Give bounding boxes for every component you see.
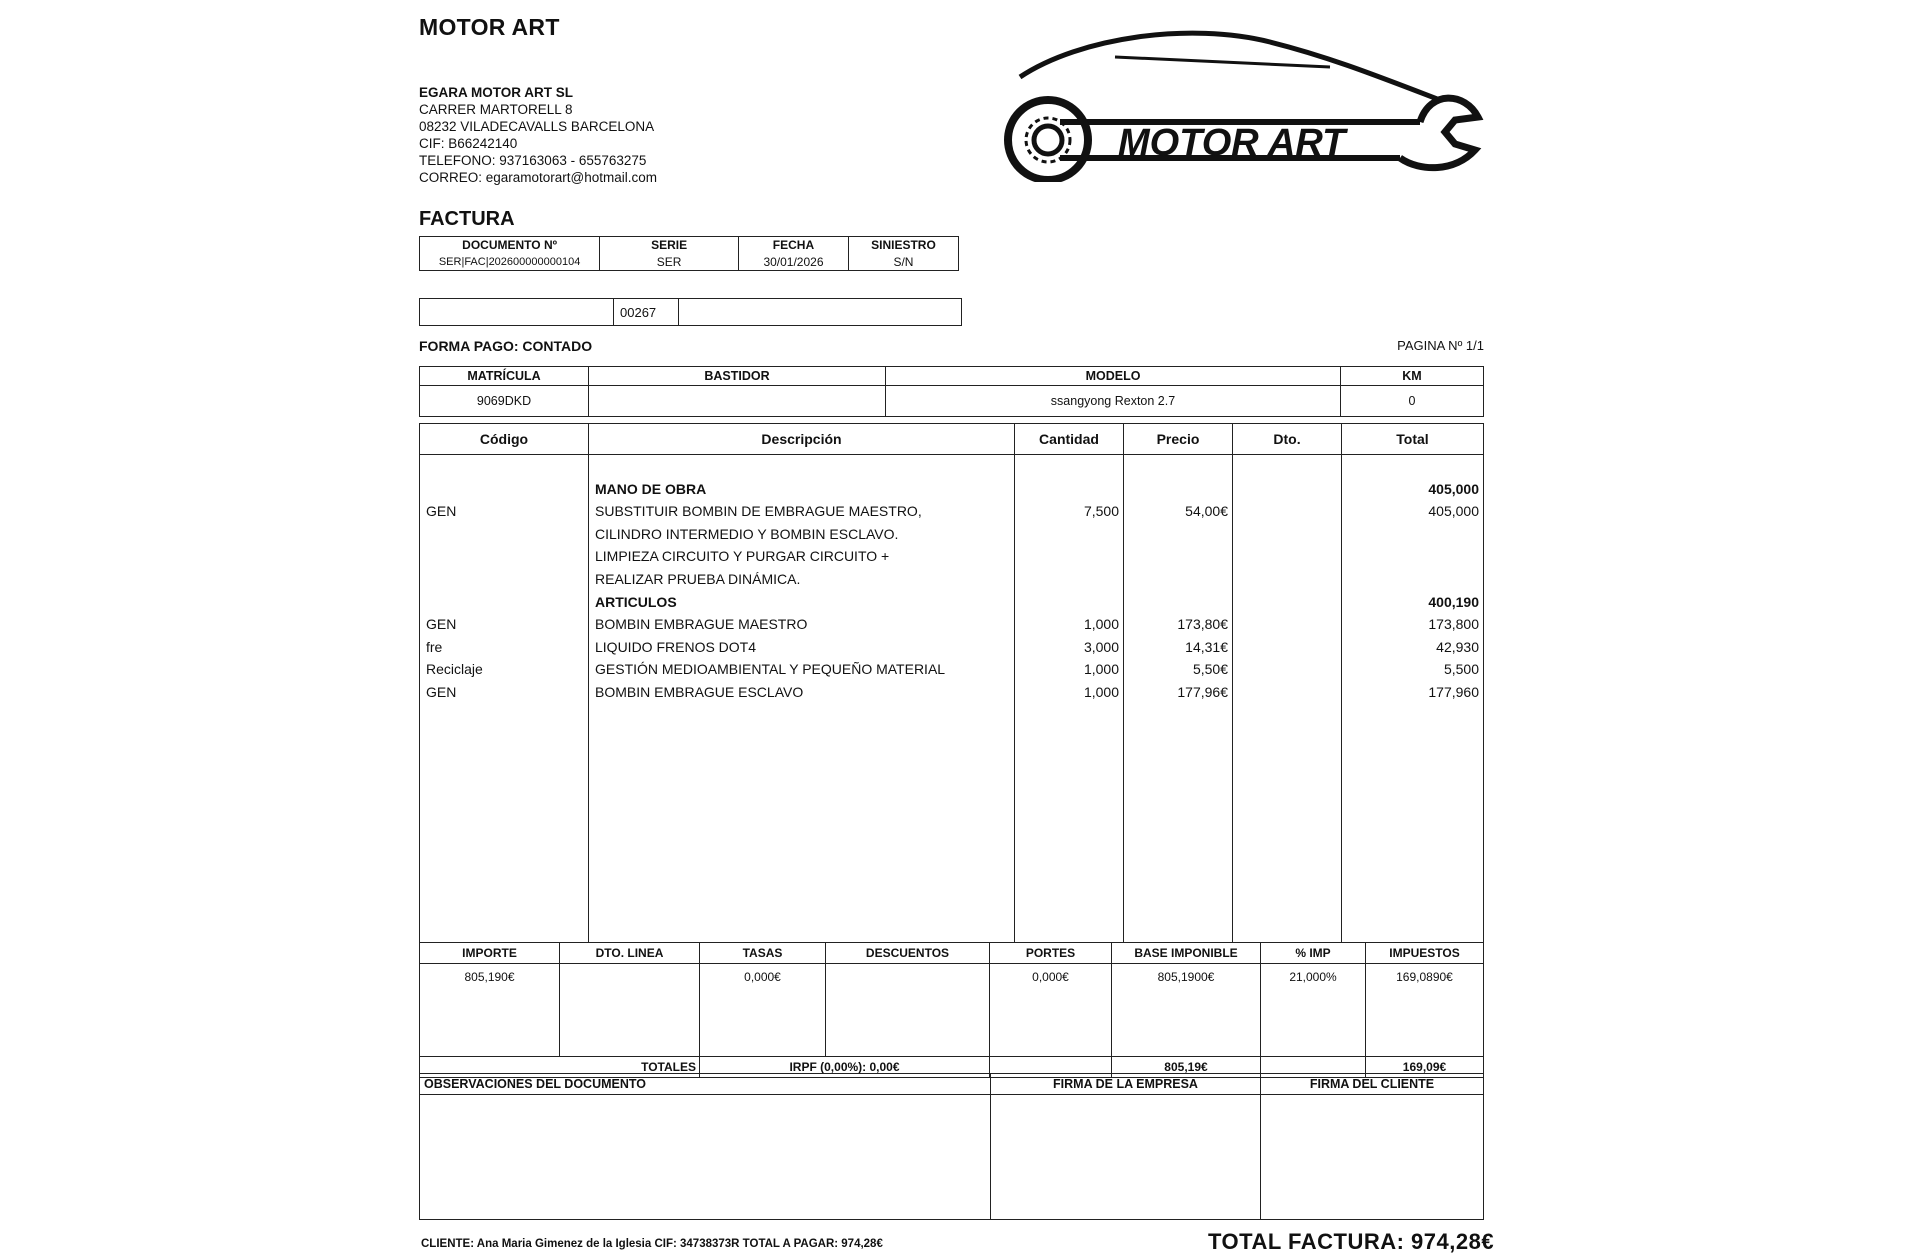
line-descripcion-cell: BOMBIN EMBRAGUE MAESTRO: [595, 616, 808, 633]
doc-number: SER|FAC|202600000000104: [420, 253, 600, 271]
line-codigo-cell: GEN: [426, 683, 457, 700]
line-dto-cell: [1233, 636, 1337, 659]
ref-empty-right: [679, 299, 962, 326]
base-imponible-header: BASE IMPONIBLE: [1112, 943, 1261, 964]
line-cantidad-cell: 1,000: [1083, 616, 1119, 633]
line-total-cell: 400,190: [1428, 593, 1479, 610]
tasas-value: 0,000€: [700, 964, 826, 1057]
tasas-header: TASAS: [700, 943, 826, 964]
impuestos-header: IMPUESTOS: [1366, 943, 1484, 964]
total-header: Total: [1342, 424, 1484, 455]
line-descripcion-cell: LIQUIDO FRENOS DOT4: [595, 638, 757, 655]
company-signature-header: FIRMA DE LA EMPRESA: [991, 1074, 1261, 1095]
line-dto-cell: [1233, 613, 1337, 636]
line-dto-cell: [1233, 591, 1337, 614]
line-descripcion-cell: BOMBIN EMBRAGUE ESCLAVO: [595, 683, 804, 700]
line-total-cell: [1342, 455, 1479, 478]
invoice-lines-table: [419, 423, 1484, 943]
line-precio-cell: [1124, 568, 1228, 591]
line-total-cell: [1342, 523, 1479, 546]
reference-box: [419, 298, 962, 326]
line-descripcion-cell: CILINDRO INTERMEDIO Y BOMBIN ESCLAVO.: [595, 525, 899, 542]
svg-text:MOTOR ART: MOTOR ART: [1118, 122, 1346, 164]
line-precio-cell: 173,80€: [1177, 616, 1228, 633]
line-precio-cell: 5,50€: [1192, 661, 1228, 678]
line-precio-cell: 177,96€: [1177, 683, 1228, 700]
portes-header: PORTES: [990, 943, 1112, 964]
line-total-cell: [1342, 545, 1479, 568]
client-summary: CLIENTE: Ana Maria Gimenez de la Iglesia CIF: 34738373R TOTAL A PAGAR: 974,28€: [421, 1238, 883, 1250]
chassis: [589, 386, 886, 417]
line-descripcion-cell: REALIZAR PRUEBA DINÁMICA.: [595, 570, 801, 587]
totals-table: [419, 942, 1484, 1078]
company-signature-box: [991, 1095, 1261, 1220]
line-codigo-cell: [426, 478, 588, 501]
line-codigo-cell: [426, 455, 588, 478]
issuer-name: EGARA MOTOR ART SL: [419, 85, 573, 100]
price-column: [1124, 455, 1233, 943]
km: 0: [1341, 386, 1484, 417]
km-header: KM: [1341, 367, 1484, 386]
quantity-header: Cantidad: [1015, 424, 1124, 455]
observations-table: [419, 1073, 1484, 1220]
date-header: FECHA: [739, 237, 849, 254]
line-dto-cell: [1233, 545, 1337, 568]
descuentos-header: DESCUENTOS: [826, 943, 990, 964]
doc-number-header: DOCUMENTO Nº: [420, 237, 600, 254]
client-signature-box: [1261, 1095, 1484, 1220]
line-precio-cell: 54,00€: [1185, 503, 1228, 520]
ref-number: 00267: [614, 299, 679, 326]
line-total-cell: 177,960: [1428, 683, 1479, 700]
line-descripcion-cell: SUBSTITUIR BOMBIN DE EMBRAGUE MAESTRO,: [595, 503, 922, 520]
line-precio-cell: [1124, 591, 1228, 614]
line-codigo-cell: [426, 523, 588, 546]
date: 30/01/2026: [739, 253, 849, 271]
line-codigo-cell: GEN: [426, 503, 457, 520]
vehicle-table: [419, 366, 1484, 417]
invoice-total: TOTAL FACTURA: 974,28€: [1208, 1229, 1495, 1254]
line-total-cell: 42,930: [1436, 638, 1479, 655]
line-cantidad-cell: [1015, 455, 1119, 478]
impuestos-total: 169,09€: [1366, 1057, 1484, 1078]
line-cantidad-cell: 1,000: [1083, 683, 1119, 700]
issuer-block: [419, 84, 657, 186]
importe-header: IMPORTE: [420, 943, 560, 964]
code-column: [420, 455, 589, 943]
line-dto-cell: [1233, 681, 1337, 704]
line-codigo-cell: GEN: [426, 616, 457, 633]
line-descripcion-cell: [595, 455, 1014, 478]
dto-linea-header: DTO. LINEA: [560, 943, 700, 964]
line-cantidad-cell: 3,000: [1083, 638, 1119, 655]
claim: S/N: [848, 253, 958, 271]
line-cantidad-cell: [1015, 591, 1119, 614]
line-precio-cell: [1124, 455, 1228, 478]
imp-percent-header: % IMP: [1261, 943, 1366, 964]
model: ssangyong Rexton 2.7: [886, 386, 1341, 417]
page-number: PAGINA Nº 1/1: [1397, 338, 1484, 353]
plate: 9069DKD: [420, 386, 589, 417]
description-column: [589, 455, 1015, 943]
observations-box: [420, 1095, 991, 1220]
line-cantidad-cell: [1015, 478, 1119, 501]
claim-header: SINIESTRO: [848, 237, 958, 254]
line-descripcion-cell: LIMPIEZA CIRCUITO Y PURGAR CIRCUITO +: [595, 548, 890, 565]
base-imponible-value: 805,1900€: [1112, 964, 1261, 1057]
chassis-header: BASTIDOR: [589, 367, 886, 386]
discount-column: [1233, 455, 1342, 943]
portes-value: 0,000€: [990, 964, 1112, 1057]
line-precio-cell: [1124, 478, 1228, 501]
description-header: Descripción: [589, 424, 1015, 455]
line-precio-cell: [1124, 545, 1228, 568]
issuer-city: 08232 VILADECAVALLS BARCELONA: [419, 119, 655, 134]
plate-header: MATRÍCULA: [420, 367, 589, 386]
company-title: MOTOR ART: [419, 14, 560, 40]
dto-linea-value: [560, 964, 700, 1057]
line-cantidad-cell: 1,000: [1083, 661, 1119, 678]
observations-header: OBSERVACIONES DEL DOCUMENTO: [420, 1074, 991, 1095]
line-descripcion-cell: ARTICULOS: [595, 593, 677, 610]
totales-label: TOTALES: [420, 1057, 700, 1078]
line-dto-cell: [1233, 500, 1337, 523]
line-dto-cell: [1233, 658, 1337, 681]
client-signature-header: FIRMA DEL CLIENTE: [1261, 1074, 1484, 1095]
line-dto-cell: [1233, 478, 1337, 501]
total-column: [1342, 455, 1484, 943]
quantity-column: [1015, 455, 1124, 943]
series-header: SERIE: [600, 237, 739, 254]
line-cantidad-cell: [1015, 545, 1119, 568]
issuer-cif: CIF: B66242140: [419, 136, 518, 151]
code-header: Código: [420, 424, 589, 455]
series: SER: [600, 253, 739, 271]
line-total-cell: 173,800: [1428, 616, 1479, 633]
line-cantidad-cell: [1015, 568, 1119, 591]
line-dto-cell: [1233, 523, 1337, 546]
payment-method: FORMA PAGO: CONTADO: [419, 338, 593, 354]
document-info-table: [419, 236, 959, 271]
line-total-cell: [1342, 568, 1479, 591]
irpf-value: IRPF (0,00%): 0,00€: [700, 1057, 990, 1078]
line-cantidad-cell: [1015, 523, 1119, 546]
impuestos-value: 169,0890€: [1366, 964, 1484, 1057]
line-codigo-cell: [426, 591, 588, 614]
discount-header: Dto.: [1233, 424, 1342, 455]
line-descripcion-cell: GESTIÓN MEDIOAMBIENTAL Y PEQUEÑO MATERIAL: [595, 661, 946, 678]
ref-empty-left: [420, 299, 614, 326]
base-total: 805,19€: [1112, 1057, 1261, 1078]
issuer-phone: TELEFONO: 937163063 - 655763275: [419, 153, 647, 168]
model-header: MODELO: [886, 367, 1341, 386]
imp-percent-value: 21,000%: [1261, 964, 1366, 1057]
line-cantidad-cell: 7,500: [1083, 503, 1119, 520]
motor-art-logo: [1000, 22, 1490, 182]
line-precio-cell: 14,31€: [1185, 638, 1228, 655]
line-dto-cell: [1233, 455, 1337, 478]
importe-value: 805,190€: [420, 964, 560, 1057]
invoice-title: FACTURA: [419, 208, 515, 230]
line-codigo-cell: Reciclaje: [426, 661, 483, 678]
line-codigo-cell: fre: [426, 638, 443, 655]
line-total-cell: 405,000: [1428, 480, 1479, 497]
line-codigo-cell: [426, 545, 588, 568]
line-precio-cell: [1124, 523, 1228, 546]
price-header: Precio: [1124, 424, 1233, 455]
line-codigo-cell: [426, 568, 588, 591]
issuer-address: CARRER MARTORELL 8: [419, 102, 573, 117]
line-total-cell: 5,500: [1443, 661, 1479, 678]
line-dto-cell: [1233, 568, 1337, 591]
line-descripcion-cell: MANO DE OBRA: [595, 480, 707, 497]
descuentos-value: [826, 964, 990, 1057]
line-total-cell: 405,000: [1428, 503, 1479, 520]
issuer-email: CORREO: egaramotorart@hotmail.com: [419, 170, 658, 185]
